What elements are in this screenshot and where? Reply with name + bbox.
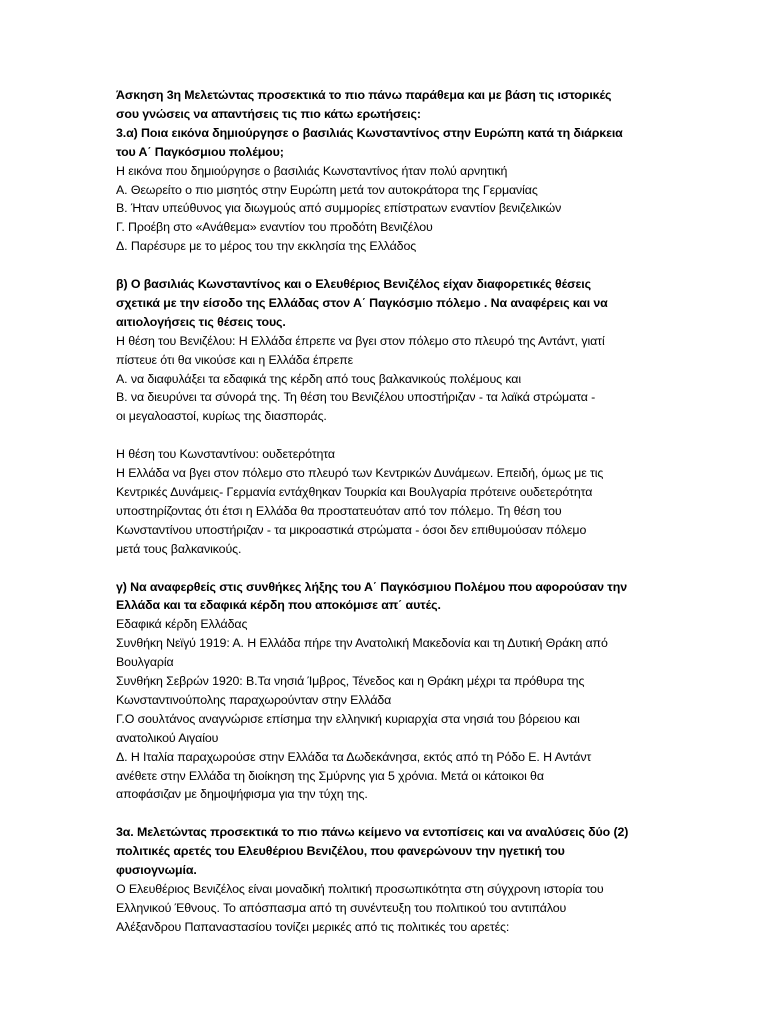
answer-text-line: ανέθετε στην Ελλάδα τη διοίκηση της Σμύρνης για 5 χρόνια. Μετά οι κάτοικοι θα	[116, 768, 544, 783]
question-text-line: πολιτικές αρετές του Ελευθέριου Βενιζέλου, που φανερώνουν την ηγετική του	[116, 844, 565, 859]
answer-text-line: Συνθήκη Σεβρών 1920: Β.Τα νησιά Ίμβρος, Τένεδος και η Θράκη μέχρι τα πρόθυρα της	[116, 674, 585, 689]
answer-text-line: Δ. Παρέσυρε με το μέρος του την εκκλησία της Ελλάδος	[116, 239, 417, 254]
blank-line	[116, 804, 656, 823]
answer-text-line: αποφάσιζαν με δημοψήφισμα για την τύχη της.	[116, 787, 368, 802]
answer-text-line: Η Ελλάδα να βγει στον πόλεμο στο πλευρό των Κεντρικών Δυνάμεων. Επειδή, όμως με τις	[116, 466, 604, 481]
answer-text-line: Γ.Ο σουλτάνος αναγνώρισε επίσημα την ελληνική κυριαρχία στα νησιά του βόρειου και	[116, 711, 580, 726]
answer-text-line: Γ. Προέβη στο «Ανάθεμα» εναντίον του προδότη Βενιζέλου	[116, 220, 433, 235]
answer-text-line: πίστευε ότι θα νικούσε και η Ελλάδα έπρεπε	[116, 352, 354, 367]
answer-text-line: ανατολικού Αιγαίου	[116, 730, 219, 745]
question-text-line: 3α. Μελετώντας προσεκτικά το πιο πάνω κείμενο να εντοπίσεις και να αναλύσεις δύο (2)	[116, 825, 629, 840]
answer-text-line: Η εικόνα που δημιούργησε ο βασιλιάς Κωνσταντίνος ήταν πολύ αρνητική	[116, 163, 508, 178]
answer-text-line: Β. Ήταν υπεύθυνος για διωγμούς από συμμορίες επίστρατων εναντίον βενιζελικών	[116, 201, 562, 216]
answer-text-line: Συνθήκη Νεϊγύ 1919: Α. Η Ελλάδα πήρε την Ανατολική Μακεδονία και τη Δυτική Θράκη από	[116, 636, 608, 651]
answer-text-line: Η θέση του Βενιζέλου: Η Ελλάδα έπρεπε να βγει στον πόλεμο στο πλευρό της Αντάντ, γιατί	[116, 333, 605, 348]
document-page	[116, 86, 656, 937]
answer-text-line: μετά τους βαλκανικούς.	[116, 541, 242, 556]
answer-text-line: Α. να διαφυλάξει τα εδαφικά της κέρδη από τους βαλκανικούς πολέμους και	[116, 371, 521, 386]
answer-text-line: Δ. Η Ιταλία παραχωρούσε στην Ελλάδα τα Δωδεκάνησα, εκτός από τη Ρόδο Ε. Η Αντάντ	[116, 749, 592, 764]
blank-line	[116, 256, 656, 275]
question-text-line: του Α΄ Παγκόσμιου πολέμου;	[116, 144, 284, 159]
answer-text-line: υποστηρίζοντας ότι έτσι η Ελλάδα θα προστατευόταν από τον πόλεμο. Τη θέση του	[116, 503, 562, 518]
question-text-line: φυσιογνωμία.	[116, 863, 197, 878]
question-text-line: σχετικά με την είσοδο της Ελλάδας στον Α΄ Παγκόσμιο πόλεμο . Να αναφέρεις και να	[116, 295, 608, 310]
answer-text-line: Β. να διευρύνει τα σύνορά της. Τη θέση του Βενιζέλου υποστήριζαν - τα λαϊκά στρώματα -	[116, 390, 596, 405]
answer-text-line: Ελληνικού Έθνους. Το απόσπασμα από τη συνέντευξη του πολιτικού του αντιπάλου	[116, 900, 567, 915]
question-text-line: Άσκηση 3η Μελετώντας προσεκτικά το πιο πάνω παράθεμα και με βάση τις ιστορικές	[116, 88, 612, 102]
answer-text-line: Κεντρικές Δυνάμεις- Γερμανία εντάχθηκαν Τουρκία και Βουλγαρία πρότεινε ουδετερότητα	[116, 485, 593, 499]
answer-text-line: οι μεγαλοαστοί, κυρίως της διασποράς.	[116, 409, 327, 424]
answer-text-line: Βουλγαρία	[116, 655, 174, 670]
answer-text-line: Κωνσταντίνου υποστήριζαν - τα μικροαστικά στρώματα - όσοι δεν επιθυμούσαν πόλεμο	[116, 522, 587, 537]
answer-text-line: Κωνσταντινούπολης παραχωρούνταν στην Ελλάδα	[116, 692, 392, 707]
question-text-line: αιτιολογήσεις τις θέσεις τους.	[116, 314, 286, 329]
question-text-line: γ) Να αναφερθείς στις συνθήκες λήξης του Α΄ Παγκόσμιου Πολέμου που αφορούσαν την	[116, 579, 627, 594]
answer-text-line: Η θέση του Κωνσταντίνου: ουδετερότητα	[116, 447, 335, 462]
blank-line	[116, 559, 656, 578]
question-text-line: Ελλάδα και τα εδαφικά κέρδη που αποκόμισε απ΄ αυτές.	[116, 598, 441, 613]
question-text-line: σου γνώσεις να απαντήσεις τις πιο κάτω ερωτήσεις:	[116, 106, 421, 121]
answer-text-line: Αλέξανδρου Παπαναστασίου τονίζει μερικές από τις πολιτικές του αρετές:	[116, 919, 510, 934]
answer-text-line: Εδαφικά κέρδη Ελλάδας	[116, 617, 248, 632]
answer-text-line: Α. Θεωρείτο ο πιο μισητός στην Ευρώπη μετά τον αυτοκράτορα της Γερμανίας	[116, 182, 538, 197]
question-text-line: 3.α) Ποια εικόνα δημιούργησε ο βασιλιάς Κωνσταντίνος στην Ευρώπη κατά τη διάρκεια	[116, 125, 623, 140]
question-text-line: β) Ο βασιλιάς Κωνσταντίνος και ο Ελευθέριος Βενιζέλος είχαν διαφορετικές θέσεις	[116, 277, 591, 292]
blank-line	[116, 426, 656, 445]
answer-text-line: Ο Ελευθέριος Βενιζέλος είναι μοναδική πολιτική προσωπικότητα στη σύγχρονη ιστορία του	[116, 882, 604, 896]
